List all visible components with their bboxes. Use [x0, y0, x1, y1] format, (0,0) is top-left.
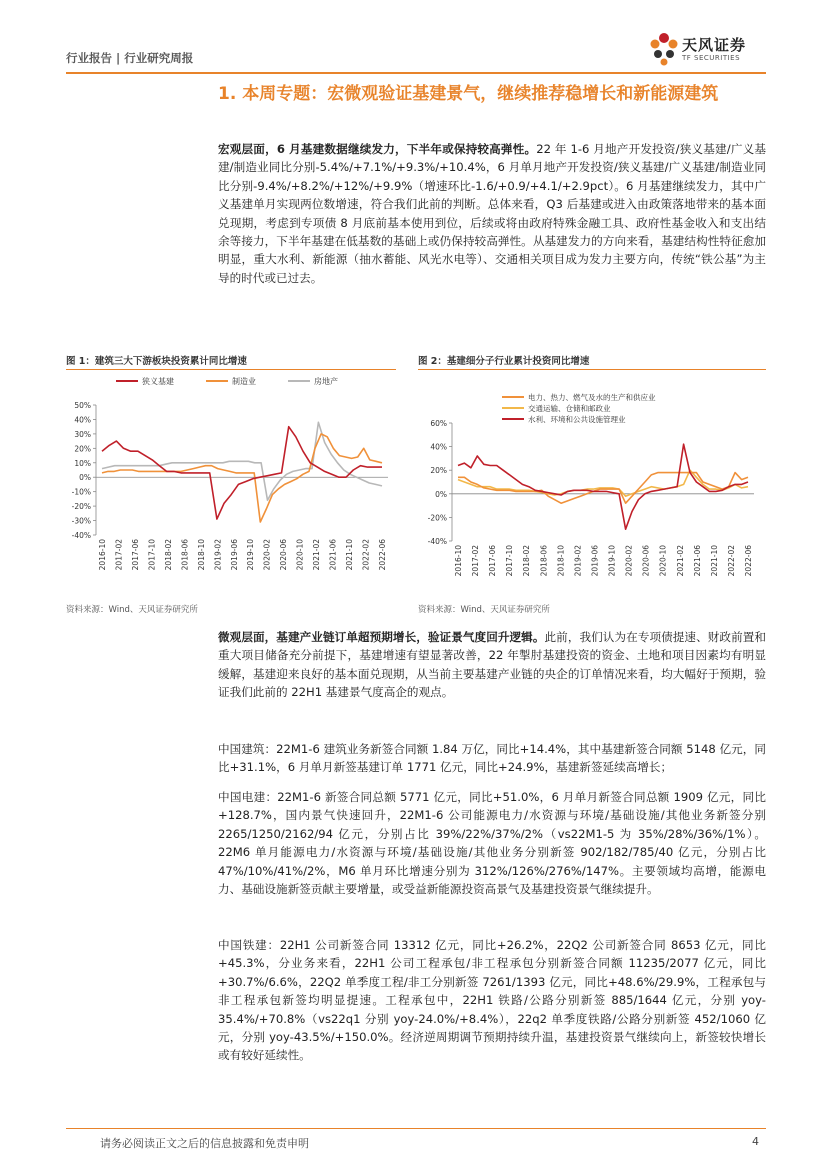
y-tick-label: -10%: [71, 487, 91, 497]
logo-cn-text: 天风证券: [682, 36, 747, 54]
page-number: 4: [752, 1135, 759, 1148]
macro-paragraph-lead: 宏观层面，6 月基建数据继续发力，下半年或保持较高弹性。: [218, 142, 537, 156]
figure-2-title: 图 2：基建细分子行业累计投资同比增速: [418, 356, 590, 367]
figure-2-chart: [418, 375, 766, 595]
x-tick-label: 2019-10: [607, 545, 617, 577]
x-tick-label: 2019-06: [229, 539, 239, 571]
y-tick-label: 40%: [430, 442, 447, 452]
legend-label: 狭义基建: [142, 377, 174, 386]
x-tick-label: 2017-02: [471, 545, 481, 577]
x-tick-label: 2017-06: [130, 539, 140, 571]
header-divider: [66, 72, 766, 74]
micro-paragraph: [218, 628, 766, 702]
footer-divider: [66, 1128, 766, 1129]
x-tick-label: 2021-06: [328, 539, 338, 571]
x-tick-label: 2019-02: [213, 539, 223, 571]
x-tick-label: 2020-06: [279, 539, 289, 571]
macro-paragraph: [218, 140, 766, 287]
y-tick-label: 0%: [79, 473, 91, 483]
y-tick-label: 50%: [74, 401, 91, 410]
report-type-label: 行业报告 | 行业研究周报: [66, 51, 194, 65]
legend-label: 房地产: [314, 377, 338, 386]
x-tick-label: 2018-06: [180, 539, 190, 571]
crcc-paragraph: 中国铁建：22H1 公司新签合同 13312 亿元，同比+26.2%，22Q2 公司新签合同 8653 亿元，同比+45.3%，分业务来看，22H1 公司工程承包/非工程承包分别新签合同额 11235/2077 亿元，同比+30.7%/6.6%，22Q2 单季度工程/非工分别新签 7261/1393 亿元，同比+48.6%/29.9%，工程承包与非工程承包新签均明显提速。工程承包中，22H1 铁路/公路分别新签 885/1644 亿元，分别 yoy-35.4%/+70.8%（vs22q1 分别 yoy-24.0%/+8.4%），22q2 单季度铁路/公路分别新签 452/1060 亿元，分别 yoy-43.5%/+150.0%。经济逆周期调节预期持续升温，基建投资景气继续向上，新签较快增长或有较好延续性。: [218, 938, 766, 1063]
x-tick-label: 2020-02: [624, 545, 634, 577]
x-tick-label: 2020-06: [641, 545, 651, 577]
figure-2-source: 资料来源：Wind、天风证券研究所: [418, 605, 550, 615]
micro-paragraph-lead: 微观层面，基建产业链订单超预期增长，验证景气度回升逻辑。: [218, 630, 545, 644]
x-tick-label: 2021-02: [675, 545, 685, 577]
x-tick-label: 2022-02: [361, 539, 371, 571]
legend-label: 交通运输、仓储和邮政业: [528, 404, 611, 413]
y-tick-label: 20%: [74, 444, 91, 454]
x-tick-label: 2022-06: [744, 545, 753, 577]
y-tick-label: 20%: [430, 466, 447, 476]
cscec-paragraph: 中国建筑：22M1-6 建筑业务新签合同额 1.84 万亿，同比+14.4%，其中基建新签合同额 5148 亿元，同比+31.1%，6 月单月新签基建订单 1771 亿元，同比+24.9%，基建新签延续高增长；: [218, 742, 766, 775]
x-tick-label: 2021-02: [312, 539, 322, 571]
section-title: 1. 本周专题：宏微观验证基建景气，继续推荐稳增长和新能源建筑: [218, 84, 719, 104]
x-tick-label: 2021-10: [709, 545, 719, 577]
x-tick-label: 2021-10: [345, 539, 355, 571]
series-line-3: [458, 444, 748, 529]
y-tick-label: -20%: [427, 513, 447, 523]
y-tick-label: 60%: [430, 419, 447, 428]
y-tick-label: 30%: [74, 429, 91, 439]
y-tick-label: -20%: [71, 502, 91, 512]
legend-label: 制造业: [232, 377, 256, 386]
x-tick-label: 2021-06: [692, 545, 702, 577]
x-tick-label: 2018-02: [522, 545, 532, 577]
x-tick-label: 2019-02: [573, 545, 583, 577]
legend-label: 电力、热力、燃气及水的生产和供应业: [528, 393, 656, 402]
company-logo: [648, 30, 768, 76]
figure-1-source: 资料来源：Wind、天风证券研究所: [66, 605, 198, 615]
x-tick-label: 2017-02: [114, 539, 124, 571]
series-line-3: [102, 422, 382, 500]
y-tick-label: -40%: [71, 531, 91, 540]
legend-label: 水利、环境和公共设施管理业: [528, 415, 626, 424]
y-tick-label: -40%: [427, 537, 447, 546]
micro-paragraph-body: 此前，我们认为在专项债提速、财政前置和重大项目储备充分前提下，基建增速有望显著改善，22 年掣肘基建投资的资金、土地和项目因素均有明显缓解，基建迎来良好的基本面兑现期，从当前主要基建产业链的央企的订单情况来看，均大幅好于预期，验证我们此前的 22H1 基建景气度高企的观点。: [218, 630, 766, 700]
x-tick-label: 2020-10: [658, 545, 668, 577]
figure-1-rule: [66, 369, 396, 370]
x-tick-label: 2022-02: [726, 545, 736, 577]
x-tick-label: 2017-10: [505, 545, 515, 577]
x-tick-label: 2020-10: [295, 539, 305, 571]
y-tick-label: 0%: [435, 489, 447, 499]
x-tick-label: 2016-10: [98, 539, 107, 571]
logo-flower-icon: [648, 30, 680, 70]
figure-1: [66, 353, 396, 615]
x-tick-label: 2017-10: [147, 539, 157, 571]
logo-en-text: TF SECURITIES: [682, 54, 741, 62]
x-tick-label: 2017-06: [488, 545, 498, 577]
macro-paragraph-body: 22 年 1-6 月地产开发投资/狭义基建/广义基建/制造业同比分别-5.4%/+7.1%/+9.3%/+10.4%，6 月单月地产开发投资/狭义基建/广义基建/制造业同比分别-9.4%/+8.2%/+12%/+9.9%（增速环比-1.6/+0.9/+4.1/+2.9pct）。6 月基建继续发力，其中广义基建单月实现两位数增速，符合我们此前的判断。总体来看，Q3 后基建或进入由政策落地带来的基本面兑现期，考虑到专项债 8 月底前基本使用到位，后续或将由政府特殊金融工具、政府性基金收入和支出结余等接力，下半年基建在低基数的基础上或仍保持较高弹性。从基建发力的方向来看，基建结构性特征愈加明显，重大水利、新能源（抽水蓄能、风光水电等）、交通相关项目成为发力主要方向，传统“铁公基”为主导的时代或已过去。: [218, 142, 766, 285]
x-tick-label: 2020-02: [262, 539, 272, 571]
x-tick-label: 2018-10: [556, 545, 566, 577]
figure-2-rule: [418, 369, 766, 370]
powerchina-paragraph: 中国电建：22M1-6 新签合同总额 5771 亿元，同比+51.0%，6 月单月新签合同总额 1909 亿元，同比+128.7%，国内景气快速回升，22M1-6 公司能源电力/水资源与环境/基础设施/其他业务新签分别 2265/1250/2162/94 亿元，分别占比 39%/22%/37%/2%（vs22M1-5 为 35%/28%/36%/1%）。22M6 单月能源电力/水资源与环境/基础设施/其他业务分别新签 902/182/785/40 亿元，分别占比 47%/10%/41%/2%，M6 单月环比增速分别为 312%/126%/276%/147%。主要领域均高增，能源电力、基础设施新签贡献主要增量，或受益新能源投资高景气及基建投资景气继续提升。: [218, 790, 766, 897]
y-tick-label: 10%: [74, 458, 91, 468]
x-tick-label: 2018-10: [196, 539, 206, 571]
figure-2: [418, 353, 766, 615]
figure-1-chart: [66, 375, 396, 595]
x-tick-label: 2018-06: [539, 545, 549, 577]
disclaimer-note: 请务必阅读正文之后的信息披露和免责申明: [100, 1137, 309, 1150]
x-tick-label: 2018-02: [163, 539, 173, 571]
x-tick-label: 2019-10: [246, 539, 256, 571]
x-tick-label: 2016-10: [454, 545, 463, 577]
y-tick-label: -30%: [71, 516, 91, 526]
x-tick-label: 2019-06: [590, 545, 600, 577]
y-tick-label: 40%: [74, 415, 91, 425]
x-tick-label: 2022-06: [378, 539, 387, 571]
figure-1-title: 图 1：建筑三大下游板块投资累计同比增速: [66, 356, 247, 367]
